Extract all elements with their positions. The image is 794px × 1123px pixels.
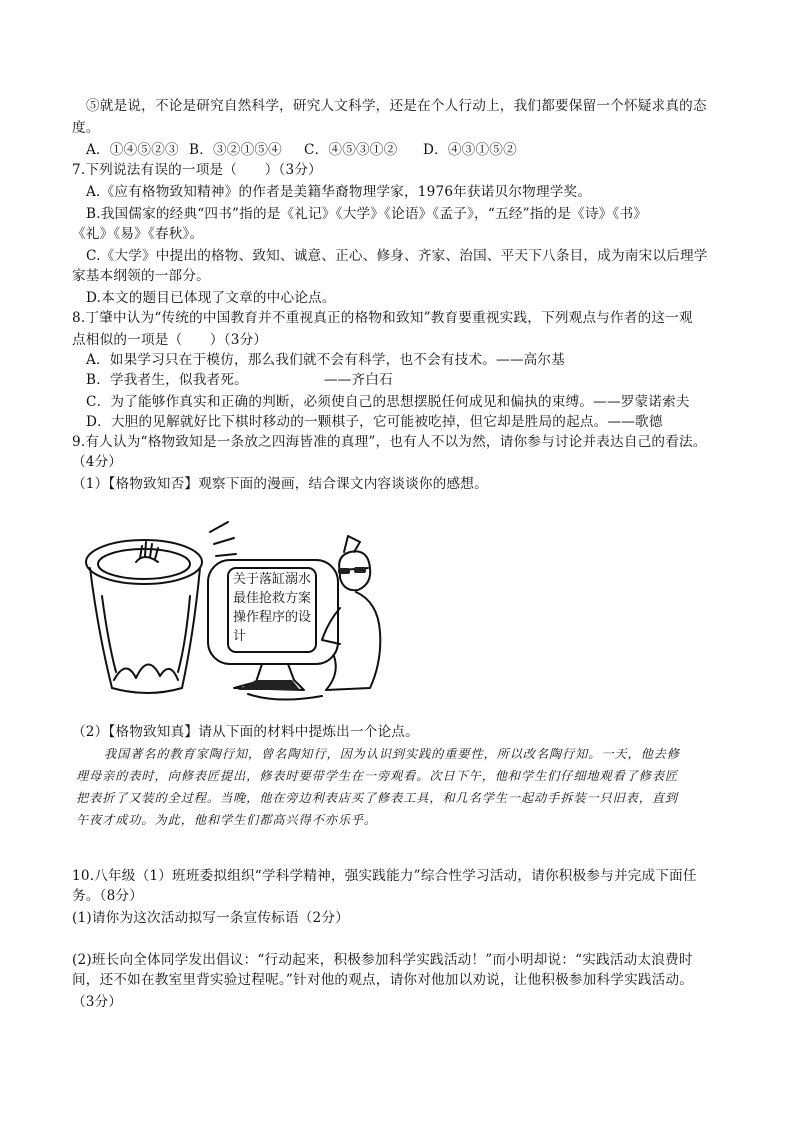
q10-part2: (2)班长向全体同学发出倡议：“行动起来，积极参加科学实践活动！”而小明却说：“实践活动太浪费时 — [72, 952, 693, 968]
q6-option-c: C．④⑤③①② — [304, 142, 398, 158]
q8-stem: 8.丁肇中认为“传统的中国教育并不重视真正的格物和致知”教育要重视实践，下列观点与作者的这一观 — [72, 310, 693, 326]
passage-line: ⑤就是说，不论是研究自然科学，研究人文科学，还是在个人行动上，我们都要保留一个怀疑求真的态 — [86, 98, 707, 114]
q6-options — [86, 140, 517, 160]
sunglasses-lens-right — [354, 567, 366, 573]
material-line: 理母亲的表时，向修表匠提出，修表时要带学生在一旁观看。次日下午，他和学生们仔细地观看了修表匠 — [76, 769, 679, 783]
q7-option-c-cont: 家基本纲领的一部分。 — [72, 268, 210, 284]
q6-option-a: A．①④⑤②③ — [86, 142, 179, 158]
monitor-screen-text: 关于落缸溺水最佳抢救方案操作程序的设计 — [233, 572, 312, 644]
q10-part1: (1)请你为这次活动拟写一条宣传标语（2分） — [72, 910, 349, 926]
material-line: 午夜才成功。为此，他和学生们都高兴得不亦乐乎。 — [76, 813, 378, 827]
q6-option-b: B．③②①⑤④ — [189, 142, 282, 158]
q10-stem: 10.八年级（1）班班委拟组织“学科学精神，强实践能力”综合性学习活动，请你积极参与并完成下面任 — [72, 868, 697, 884]
passage-line: 度。 — [72, 120, 100, 136]
q7-option-b: B.我国儒家的经典“四书”指的是《礼记》《大学》《论语》《孟子》，“五经”指的是《诗》《书》 — [86, 206, 648, 222]
q9-part1: （1）【格物致知否】观察下面的漫画，结合课文内容谈谈你的感想。 — [72, 476, 488, 492]
q7-option-d: D.本文的题目已体现了文章的中心论点。 — [86, 290, 336, 306]
scholar-hair — [344, 536, 360, 552]
q8-option-b: B．学我者生，似我者死。 ——齐白石 — [86, 372, 393, 388]
monitor-base-shade — [238, 680, 300, 690]
material-line: 把表折了又装的全过程。当晚，他在旁边利表店买了修表工具，和几名学生一起动手拆装一只旧表，直到 — [76, 791, 679, 805]
q7-option-b-cont: 《礼》《易》《春秋》。 — [72, 226, 204, 242]
keyboard — [248, 694, 322, 700]
cup-right-side — [182, 568, 200, 688]
cup-rim — [86, 540, 202, 584]
q10-part2-cont: 间，还不如在教室里背实验过程呢。”针对他的观点，请你对他加以劝说，让他积极参加科学实践活动。 — [72, 972, 694, 988]
q7-option-c: C.《大学》中提出的格物、致知、诚意、正心、修身、齐家、治国、平天下八条目，成为南宋以后理学 — [86, 248, 708, 264]
cup-base — [112, 688, 182, 693]
q9-score: （4分） — [72, 454, 123, 470]
cup-left-side — [90, 568, 112, 688]
q7-stem: 7.下列说法有误的一项是（ ）（3分） — [72, 162, 322, 178]
q7-option-a: A.《应有格物致知精神》的作者是美籍华裔物理学家，1976年获诺贝尔物理学奖。 — [86, 184, 592, 200]
material-line: 我国著名的教育家陶行知，曾名陶知行，因为认识到实践的重要性，所以改名陶行知。一天，他去修 — [104, 747, 680, 761]
cup-line — [102, 596, 116, 672]
q6-option-d: D．④③①⑤② — [423, 142, 517, 158]
q8-option-d: D．大胆的见解就好比下棋时移动的一颗棋子，它可能被吃掉，但它却是胜局的起点。——歌德 — [86, 414, 663, 430]
q8-option-a: A．如果学习只在于模仿，那么我们就不会有科学，也不会有技术。——高尔基 — [86, 352, 566, 368]
shout-lines — [210, 522, 236, 556]
q8-option-c: C．为了能够作真实和正确的判断，必须使自己的思想摆脱任何成见和偏执的束缚。——罗蒙诺索夫 — [86, 394, 690, 410]
sunglasses-lens-left — [338, 568, 350, 574]
q10-stem-cont: 务。（8分） — [72, 888, 144, 904]
q9-part2: （2）【格物致知真】请从下面的材料中提炼出一个论点。 — [72, 724, 419, 740]
cup-water — [98, 549, 190, 579]
q8-stem-cont: 点相似的一项是（ ）（3分） — [72, 332, 268, 348]
q10-part2-score: （3分） — [72, 994, 123, 1010]
q9-stem: 9.有人认为“格物致知是一条放之四海皆准的真理”，也有人不以为然，请你参与讨论并表达自己的看法。 — [72, 434, 707, 450]
cup-pattern — [114, 664, 178, 680]
